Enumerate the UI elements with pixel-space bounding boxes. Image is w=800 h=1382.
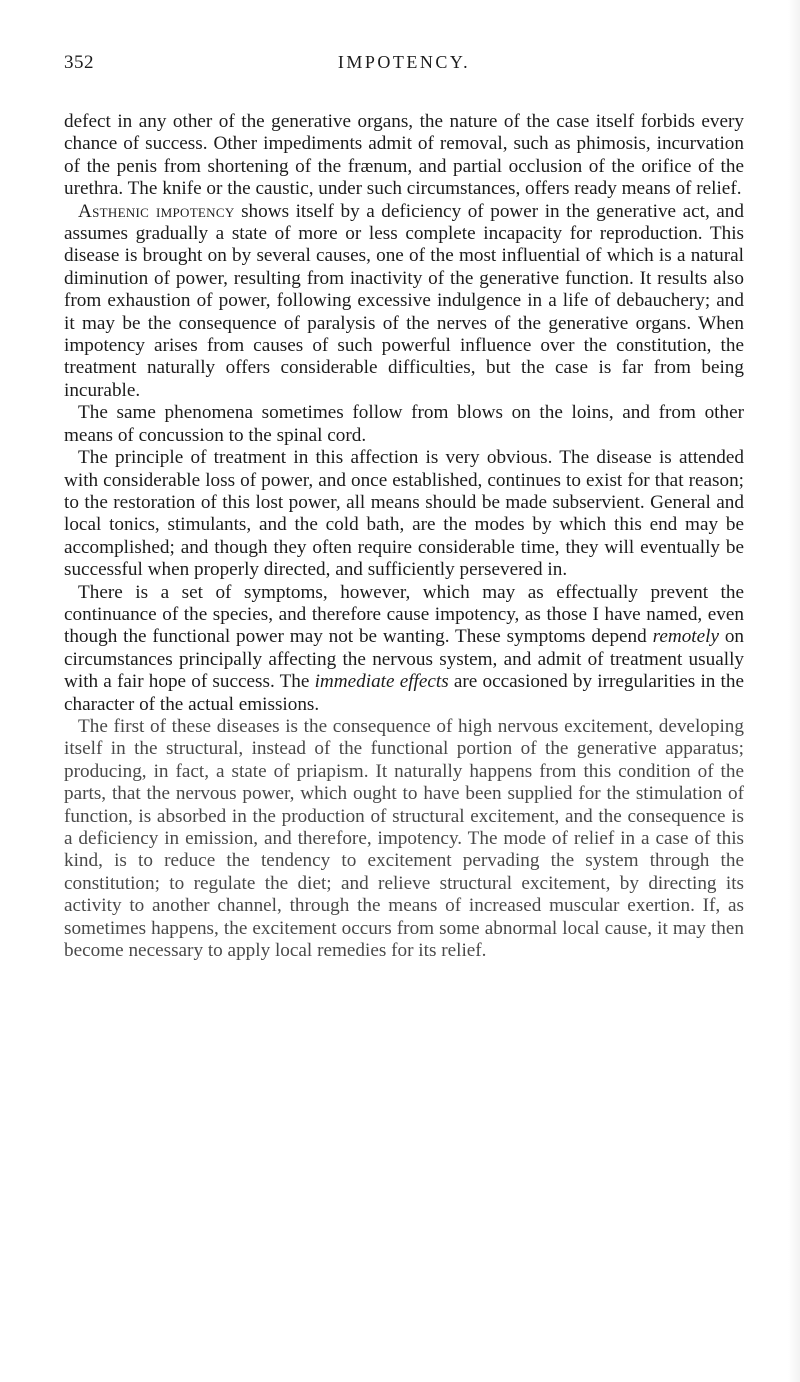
- paragraph-concussion: The same phenomena sometimes follow from blows on the loins, and from other means of concussion to the spinal cord.: [64, 402, 744, 446]
- paragraph-text: on circumstances principally affecting the nervous system, and admit of treatment usually with a fair hope of success. The: [64, 626, 745, 693]
- paragraph-priapism: The first of these diseases is the consequence of high nervous excitement, developing itself in the structural, instead of the functional portion of the generative apparatus; producing, in fact, a state of priapism. It naturally happens from this condition of the parts, that the nervous power, which ought to have been supplied for the stimulation of function, is absorbed in the production of structural excitement, and the consequence is a deficiency in emission, and therefore, impotency. The mode of relief in a case of this kind, is to reduce the tendency to excitement pervading the system through the constitution; to regulate the diet; and relieve structural excitement, by directing its activity to another channel, through the means of increased muscular exertion. If, as sometimes happens, the excitement occurs from some abnormal local cause, it may then become necessary to apply local remedies for its relief.: [64, 715, 744, 962]
- page-number: 352: [64, 52, 94, 73]
- body-text: [64, 111, 744, 962]
- emphasis-immediate-effects: immediate effects: [314, 671, 449, 693]
- page-edge-shadow: [788, 0, 800, 1382]
- paragraph-text: There is a set of symptoms, however, which may as effectually prevent the continuance of the species, and therefore cause impotency, as those I have named, even though the functional power may not be wanting. These symptoms depend: [64, 581, 744, 648]
- paragraph-symptoms: [64, 582, 744, 716]
- page-header: [64, 52, 744, 78]
- section-lead-term: Asthenic impotency: [78, 200, 235, 222]
- emphasis-remotely: remotely: [652, 626, 719, 648]
- paragraph-treatment-principle: The principle of treatment in this affection is very obvious. The disease is attended with considerable loss of power, and once established, continues to exist for that reason; to the restoration of this lost power, all means should be made subservient. General and local tonics, stimulants, and the cold bath, are the modes by which this end may be accomplished; and though they often require considerable time, they will eventually be successful when properly directed, and sufficiently persevered in.: [64, 447, 744, 581]
- running-title: IMPOTENCY.: [337, 52, 471, 72]
- paragraph-text: shows itself by a deficiency of power in the generative act, and assumes gradually a state of more or less complete incapacity for reproduction. This disease is brought on by several causes, one of the most influential of which is a natural diminution of power, resulting from inactivity of the generative function. It results also from exhaustion of power, following excessive indulgence in a life of debauchery; and it may be the consequence of paralysis of the nerves of the generative organs. When impotency arises from causes of such powerful influence over the constitution, the treatment naturally offers considerable difficulties, but the case is far from being incurable.: [64, 200, 744, 401]
- paragraph-asthenic-impotency: [64, 201, 744, 403]
- paragraph-text: are occasioned by irregularities in the character of the actual emissions.: [64, 671, 744, 715]
- paragraph-continued: defect in any other of the generative organs, the nature of the case itself forbids every chance of success. Other impediments admit of removal, such as phimosis, incurvation of the penis from shortening of the frænum, and partial occlusion of the orifice of the urethra. The knife or the caustic, under such circumstances, offers ready means of relief.: [64, 111, 744, 200]
